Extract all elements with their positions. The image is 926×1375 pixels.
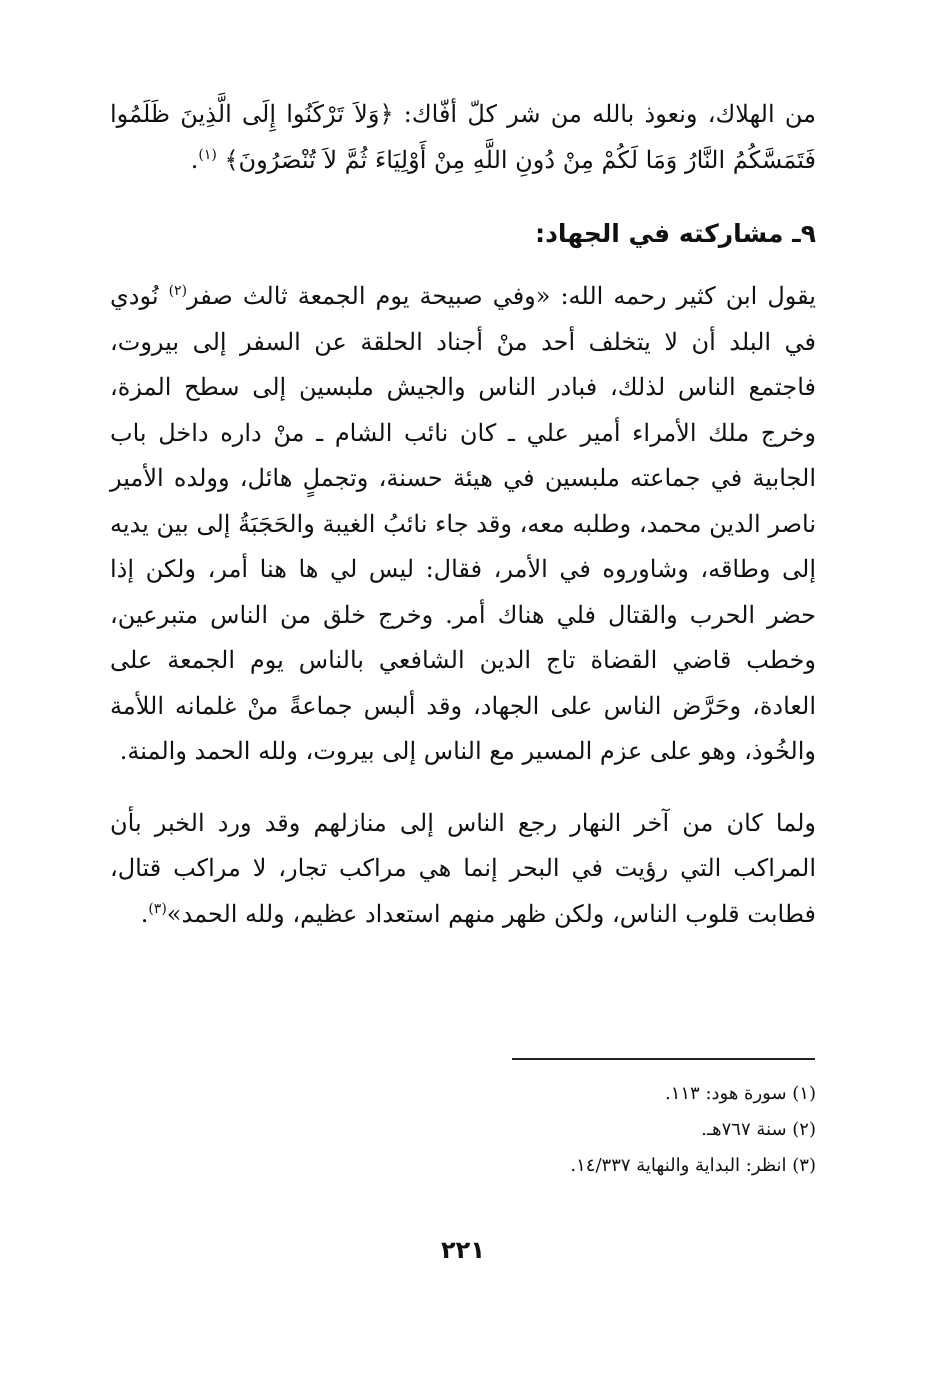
footnote-ref-1: (١) xyxy=(198,146,217,163)
page-body xyxy=(110,92,816,937)
paragraph-2-end: . xyxy=(140,899,149,928)
footnotes xyxy=(256,1076,816,1184)
paragraph-1-start: يقول ابن كثير رحمه الله: «وفي صبيحة يوم الجمعة ثالث صفر xyxy=(187,282,816,310)
paragraph-1-rest: نُودي في البلد أن لا يتخلف أحد منْ أجناد الحلقة عن السفر إلى بيروت، فاجتمع الناس لذلك، فبادر الناس والجيش ملبسين إلى سطح المزة، وخرج ملك الأمراء أمير علي ـ كان نائب الشام ـ منْ داره داخل باب الجابية في جماعته ملبسين في هيئة حسنة، وتجملٍ هائل، وولده الأمير ناصر الدين محمد، وطلبه معه، وقد جاء نائبُ الغيبة والحَجَبَةُ إلى بين يديه إلى وطاقه، وشاوروه في الأمر، فقال: ليس لي ها هنا أمر، ولكن إذا حضر الحرب والقتال فلي هناك أمر. وخرج خلق من الناس متبرعين، وخطب قاضي القضاة تاج الدين الشافعي بالناس يوم الجمعة على العادة، وحَرَّض الناس على الجهاد، وقد ألبس جماعةً منْ غلمانه اللأمة والخُوذ، وهو على عزم المسير مع الناس إلى بيروت، ولله الحمد والمنة. xyxy=(110,282,816,765)
intro-end: . xyxy=(190,145,199,174)
footnote-2: (٢) سنة ٧٦٧هـ. xyxy=(701,1119,816,1140)
footnote-ref-3: (٣) xyxy=(148,900,167,917)
paragraph-2 xyxy=(110,801,816,938)
footnote-3: (٣) انظر: البداية والنهاية ١٤/٣٣٧. xyxy=(570,1155,816,1176)
intro-line-2: فَتَمَسَّكُمُ النَّارُ وَمَا لَكُمْ مِنْ دُونِ اللَّهِ مِنْ أَوْلِيَاءَ ثُمَّ لاَ تُنْصَرُونَ﴾ xyxy=(224,145,816,174)
footnote-ref-2: (٢) xyxy=(168,283,188,299)
footnote-separator xyxy=(512,1058,815,1060)
paragraph-gap xyxy=(110,775,816,801)
section-heading: ٩ـ مشاركته في الجهاد: xyxy=(535,219,816,248)
intro-paragraph xyxy=(110,92,816,183)
paragraph-2-text: ولما كان من آخر النهار رجع الناس إلى منازلهم وقد ورد الخبر بأن المراكب التي رؤيت في البحر إنما هي مراكب تجار، لا مراكب قتال، فطابت قلوب الناس، ولكن ظهر منهم استعداد عظيم، ولله الحمد» xyxy=(110,808,816,928)
page-number: ٢٢١ xyxy=(441,1236,485,1264)
paragraph-1 xyxy=(110,274,816,775)
footnote-1: (١) سورة هود: ١١٣. xyxy=(664,1083,816,1104)
intro-line-1: من الهلاك، ونعوذ بالله من شر كلّ أفّاك: ﴿وَلاَ تَرْكَنُوا إِلَى الَّذِينَ ظَلَمُوا xyxy=(110,100,816,128)
